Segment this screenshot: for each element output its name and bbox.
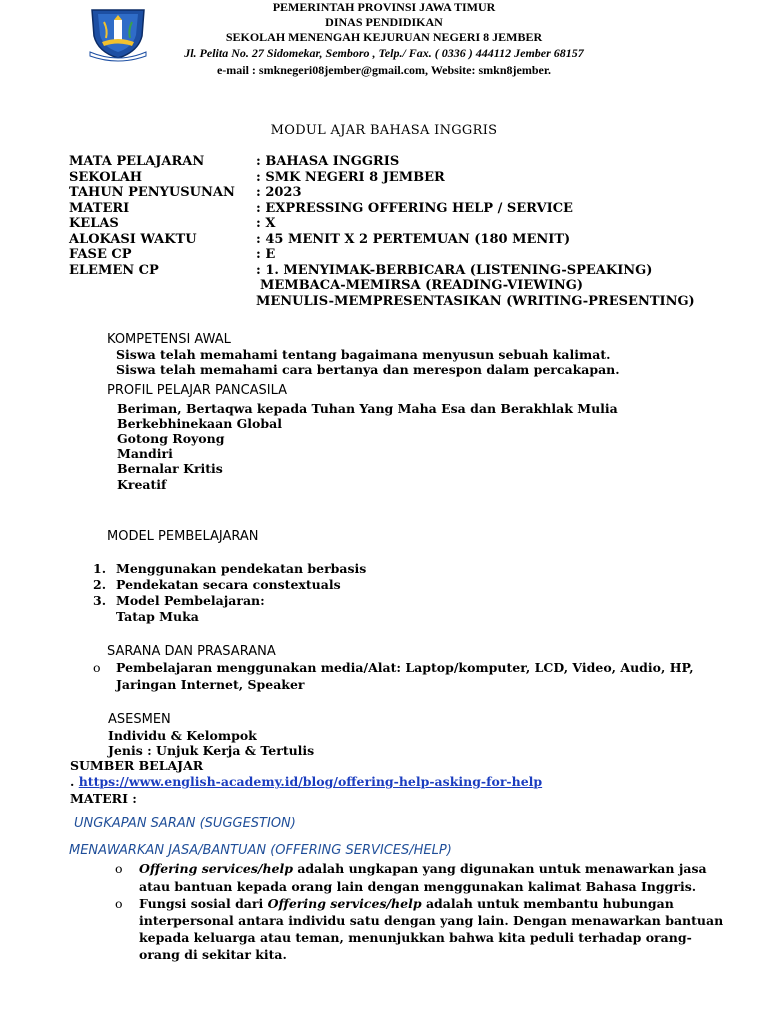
section-heading-sumber: SUMBER BELAJAR (70, 758, 204, 773)
meta-label: MATERI (69, 200, 130, 216)
meta-label: TAHUN PENYUSUNAN (69, 185, 235, 200)
profil-line: Gotong Royong (117, 431, 225, 446)
meta-value: : 45 MENIT X 2 PERTEMUAN (180 MENIT) (256, 231, 571, 247)
bullet-marker: o (115, 861, 123, 876)
meta-value: : 2023 (256, 185, 302, 200)
meta-label: SEKOLAH (69, 169, 143, 185)
elemen-line: MEMBACA-MEMIRSA (READING-VIEWING) (260, 278, 584, 293)
text-run: Fungsi sosial dari (139, 896, 268, 911)
profil-line: Mandiri (117, 446, 173, 461)
kompetensi-line: Siswa telah memahami tentang bagaimana menyusun sebuah kalimat. (116, 347, 611, 362)
kompetensi-line: Siswa telah memahami cara bertanya dan merespon dalam percakapan. (116, 362, 620, 377)
profil-line: Kreatif (117, 477, 167, 492)
sarana-line: Pembelajaran menggunakan media/Alat: Laptop/komputer, LCD, Video, Audio, HP, (116, 660, 694, 675)
model-num: 2. (93, 577, 107, 592)
meta-value: : 1. MENYIMAK-BERBICARA (LISTENING-SPEAKING) (256, 262, 653, 278)
profil-line: Berkebhinekaan Global (117, 416, 282, 431)
model-num: 3. (93, 593, 107, 608)
materi-subheading-suggestion: UNGKAPAN SARAN (SUGGESTION) (74, 816, 296, 831)
header-line-1: PEMERINTAH PROVINSI JAWA TIMUR (272, 0, 496, 14)
elemen-line: MENULIS-MEMPRESENTASIKAN (WRITING-PRESENTING) (256, 293, 695, 309)
materi-subheading-offering: MENAWARKAN JASA/BANTUAN (OFFERING SERVICES/HELP) (69, 843, 452, 858)
section-heading-asesmen: ASESMEN (108, 712, 171, 727)
model-sub: Tatap Muka (116, 609, 199, 624)
meta-value: : EXPRESSING OFFERING HELP / SERVICE (256, 200, 573, 216)
section-heading-profil: PROFIL PELAJAR PANCASILA (107, 383, 288, 398)
model-item: Pendekatan secara constextuals (116, 577, 341, 592)
meta-value: : BAHASA INGGRIS (256, 154, 400, 169)
sumber-line (70, 774, 542, 790)
model-num: 1. (93, 561, 107, 576)
section-heading-kompetensi: KOMPETENSI AWAL (107, 332, 231, 347)
section-heading-model: MODEL PEMBELAJARAN (107, 529, 259, 544)
header-line-3: SEKOLAH MENENGAH KEJURUAN NEGERI 8 JEMBER (225, 30, 543, 44)
materi-paragraph-line (139, 896, 674, 912)
materi-paragraph-line: interpersonal antara individu satu dengan yang lain. Dengan menawarkan bantuan (139, 913, 724, 928)
meta-label: FASE CP (69, 247, 132, 262)
model-item: Menggunakan pendekatan berbasis (116, 561, 367, 576)
materi-paragraph-line (139, 861, 707, 877)
section-heading-materi: MATERI : (70, 791, 137, 806)
asesmen-line: Individu & Kelompok (108, 728, 257, 743)
materi-paragraph-line: kepada keluarga atau teman, menunjukkan bahwa kita peduli terhadap orang- (139, 930, 692, 945)
term-offering: Offering services/help (267, 896, 422, 911)
term-offering: Offering services/help (139, 861, 293, 876)
materi-paragraph-line: orang di sekitar kita. (139, 947, 287, 962)
materi-paragraph-line: atau bantuan kepada orang lain dengan menggunakan kalimat Bahasa Inggris. (139, 879, 697, 894)
model-item: Model Pembelajaran: (116, 593, 265, 608)
resource-link[interactable]: https://www.english-academy.id/blog/offering-help-asking-for-help (78, 774, 543, 789)
profil-line: Bernalar Kritis (117, 461, 223, 476)
header-line-2: DINAS PENDIDIKAN (325, 15, 443, 29)
bullet-marker: o (115, 896, 123, 911)
meta-label: MATA PELAJARAN (69, 154, 205, 169)
sarana-line: Jaringan Internet, Speaker (116, 677, 305, 692)
meta-label: KELAS (69, 216, 119, 231)
meta-label: ALOKASI WAKTU (69, 231, 197, 247)
meta-value: : E (256, 247, 276, 262)
header-contact: e-mail : smknegeri08jember@gmail.com, Website: smkn8jember. (216, 63, 552, 77)
meta-label: ELEMEN CP (69, 262, 159, 278)
section-heading-sarana: SARANA DAN PRASARANA (107, 644, 276, 659)
meta-value: : SMK NEGERI 8 JEMBER (256, 169, 445, 185)
asesmen-line: Jenis : Unjuk Kerja & Tertulis (108, 743, 315, 758)
header-address: Jl. Pelita No. 27 Sidomekar, Semboro , Telp./ Fax. ( 0336 ) 444112 Jember 68157 (184, 46, 584, 60)
sumber-prefix: . (70, 774, 79, 789)
text-run: adalah ungkapan yang digunakan untuk menawarkan jasa (292, 861, 707, 876)
document-title: MODUL AJAR BAHASA INGGRIS (270, 123, 498, 138)
text-run: adalah untuk membantu hubungan (421, 896, 674, 911)
profil-line: Beriman, Bertaqwa kepada Tuhan Yang Maha Esa dan Berakhlak Mulia (117, 401, 618, 416)
bullet-marker: o (93, 660, 101, 675)
meta-value: : X (256, 216, 276, 231)
